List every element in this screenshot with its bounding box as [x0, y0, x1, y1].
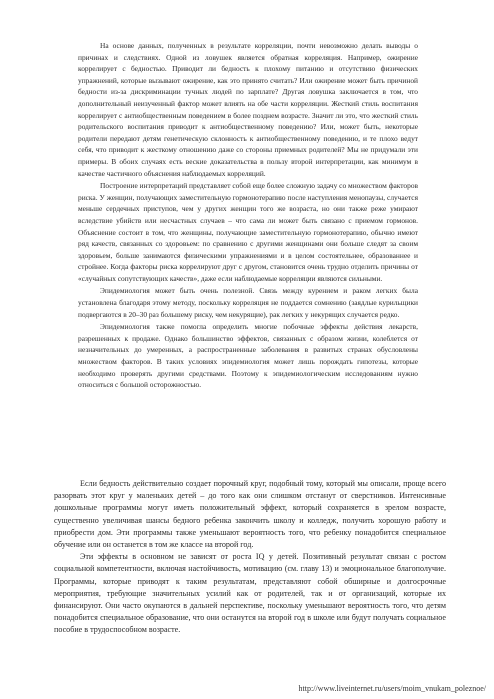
main-text: [54, 478, 446, 637]
footer-url[interactable]: http://www.liveinternet.ru/users/moim_vnukam_poleznoe/: [298, 684, 486, 693]
sidebar-box: [78, 40, 418, 392]
main-paragraph: Если бедность действительно создает порочный круг, подобный тому, который мы описали, проще всего разорвать этот круг у маленьких детей – до того как они слишком отстанут от сверстников. Интенсивные дошкольные программы могут иметь положительный эффект, который сохраняется в зрелом возрасте, существенно увеличивая шансы бедного ребенка закончить школу и колледж, получить хорошую работу и приобрести дом. Эти программы также уменьшают вероятность того, что ребенку понадобится специальное обучение или он останется в том же классе на второй год.: [54, 479, 446, 550]
box-paragraph: Эпидемиология также помогла определить многие побочные эффекты действия лекарств, разрешенных к продаже. Однако большинство эффектов, связанных с образом жизни, колеблется от незначительных до умеренных, а распространенные заболевания в развитых странах обусловлены множеством факторов. В таких условиях эпидемиология может лишь порождать гипотезы, которые необходимо проверять другими средствами. Поэтому к эпидемиологическим исследованиям нужно относиться с большой осторожностью.: [78, 322, 418, 390]
box-paragraph: На основе данных, полученных в результате корреляции, почти невозможно делать выводы о причинах и следствиях. Одной из ловушек является обратная корреляция. Например, ожирение коррелирует с бедностью. Приводит ли бедность к плохому питанию и отсутствию физических упражнений, которые вызывают ожирение, как это принято считать? Или ожирение может быть причиной бедности из-за дискриминации тучных людей по зарплате? Другая ловушка заключается в том, что дополнительный неизученный фактор может влиять на обе части корреляции. Жесткий стиль воспитания коррелирует с антиобщественным поведением в более позднем возрасте. Значит ли это, что жесткий стиль родительского воспитания приводит к антиобщественному поведению? Или, может быть, некоторые родители передают детям генетическую склонность к антиобщественному поведению, и те плохо ведут себя, что приводит к жесткому отношению даже со стороны приемных родителей? Мы не придумали эти примеры. В обоих случаях есть веские доказательства в пользу второй интерпретации, как минимум в качестве частичного объяснения наблюдаемых корреляций.: [78, 41, 418, 178]
main-paragraph: Эти эффекты в основном не зависят от роста IQ у детей. Позитивный результат связан с ростом социальной компетентности, включая настойчивость, мотивацию (см. главу 13) и эмоциональное благополучие. Программы, которые приводят к таким результатам, представляют собой обширные и долгосрочные мероприятия, требующие значительных усилий как от родителей, так и от организаций, которые их финансируют. Они часто окупаются в дальней перспективе, поскольку уменьшают вероятность того, что детям понадобится специальное образование, что они останутся на второй год в школе или будут получать социальное пособие в трудоспособном возрасте.: [54, 552, 446, 635]
box-paragraph: Построение интерпретаций представляет собой еще более сложную задачу со множеством факторов риска. У женщин, получающих заместительную гормонотерапию после наступления менопаузы, случается меньше сердечных приступов, чем у других женщин того же возраста, но они также реже умирают вследствие убийств или несчастных случаев – что сама ли может быть связано с приемом гормонов. Объяснение состоит в том, что женщины, получающие заместительную гормонотерапию, обычно имеют ряд качеств, связанных со здоровьем: по сравнению с другими женщинами они больше следят за своим здоровьем, больше занимаются физическими упражнениями и в целом состоятельнее, образованнее и стройнее. Когда факторы риска коррелируют друг с другом, становится очень трудно отделить причины от «случайных сопутствующих качеств», даже если наблюдаемые корреляции являются сильными.: [78, 181, 418, 283]
box-paragraph: Эпидемиология может быть очень полезной. Связь между курением и раком легких была установлена благодаря этому методу, поскольку корреляция не поддается сомнению (заядлые курильщики подвергаются в 20–30 раз большему риску, чем некурящие), рак легких у некурящих случается редко.: [78, 286, 418, 319]
